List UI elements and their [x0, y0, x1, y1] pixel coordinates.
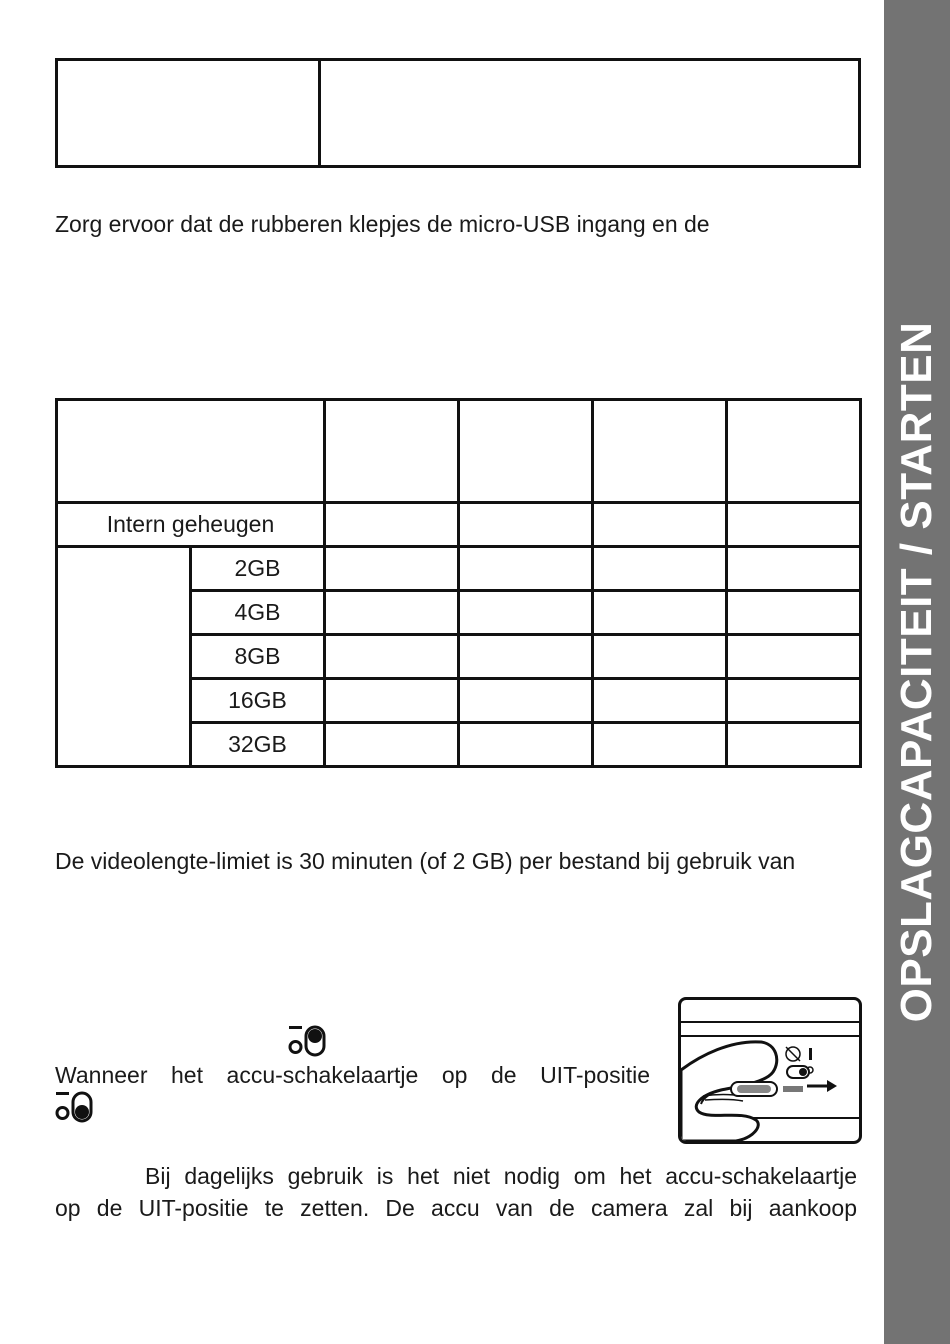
side-tab: [884, 0, 950, 1344]
battery-switch-off-icon: [53, 1089, 97, 1125]
daily-use-line-2: op de UIT-positie te zetten. De accu van de camera zal bij aankoop: [55, 1195, 857, 1221]
table-cell: [727, 635, 861, 679]
table-cell: [727, 503, 861, 547]
top-table: [55, 58, 861, 168]
table-cell: [727, 591, 861, 635]
header-cell: [727, 400, 861, 503]
capacity-table: [55, 398, 862, 768]
paragraph-video-limit: De videolengte-limiet is 30 minuten (of 2 GB) per bestand bij gebruik van: [55, 848, 796, 874]
header-cell: [325, 400, 459, 503]
top-table-divider: [318, 61, 321, 165]
table-cell: [325, 635, 459, 679]
table-cell: [727, 547, 861, 591]
size-label: 8GB: [191, 635, 325, 679]
battery-switch-text: Wanneer het accu-schakelaartje op de UIT-positie: [55, 1062, 650, 1088]
table-cell: [593, 591, 727, 635]
table-row: [57, 503, 861, 547]
table-cell: [593, 547, 727, 591]
paragraph-battery-switch: [55, 1059, 650, 1091]
table-cell: [325, 547, 459, 591]
table-cell: [593, 723, 727, 767]
header-cell: [593, 400, 727, 503]
paragraph-daily-use: [55, 1160, 857, 1224]
table-cell: [459, 591, 593, 635]
table-header-row: [57, 400, 861, 503]
table-cell: [325, 723, 459, 767]
table-cell: [459, 679, 593, 723]
paragraph-rubber-flaps: Zorg ervoor dat de rubberen klepjes de micro-USB ingang en de: [55, 211, 710, 237]
table-row: [57, 547, 861, 591]
size-label: 2GB: [191, 547, 325, 591]
table-cell: [325, 591, 459, 635]
table-cell: [593, 679, 727, 723]
table-cell: [459, 635, 593, 679]
table-cell: [459, 503, 593, 547]
size-label: 4GB: [191, 591, 325, 635]
side-tab-title: OPSLAGCAPACITEIT / STARTEN: [892, 321, 941, 1023]
header-cell: [459, 400, 593, 503]
table-cell: [325, 503, 459, 547]
camera-battery-switch-illustration: [678, 997, 862, 1144]
table-cell: [593, 635, 727, 679]
size-label: 16GB: [191, 679, 325, 723]
daily-use-line-1: Bij dagelijks gebruik is het niet nodig om het accu-schakelaartje: [145, 1163, 857, 1189]
table-cell: [325, 679, 459, 723]
table-cell: [459, 547, 593, 591]
battery-switch-on-icon: [286, 1023, 330, 1059]
table-cell: [727, 679, 861, 723]
memory-card-group-cell: [57, 547, 191, 767]
size-label: 32GB: [191, 723, 325, 767]
header-cell: [57, 400, 325, 503]
internal-memory-label: Intern geheugen: [57, 503, 325, 547]
camera-illustration-drawing: [681, 1000, 859, 1141]
table-cell: [593, 503, 727, 547]
table-cell: [727, 723, 861, 767]
table-cell: [459, 723, 593, 767]
